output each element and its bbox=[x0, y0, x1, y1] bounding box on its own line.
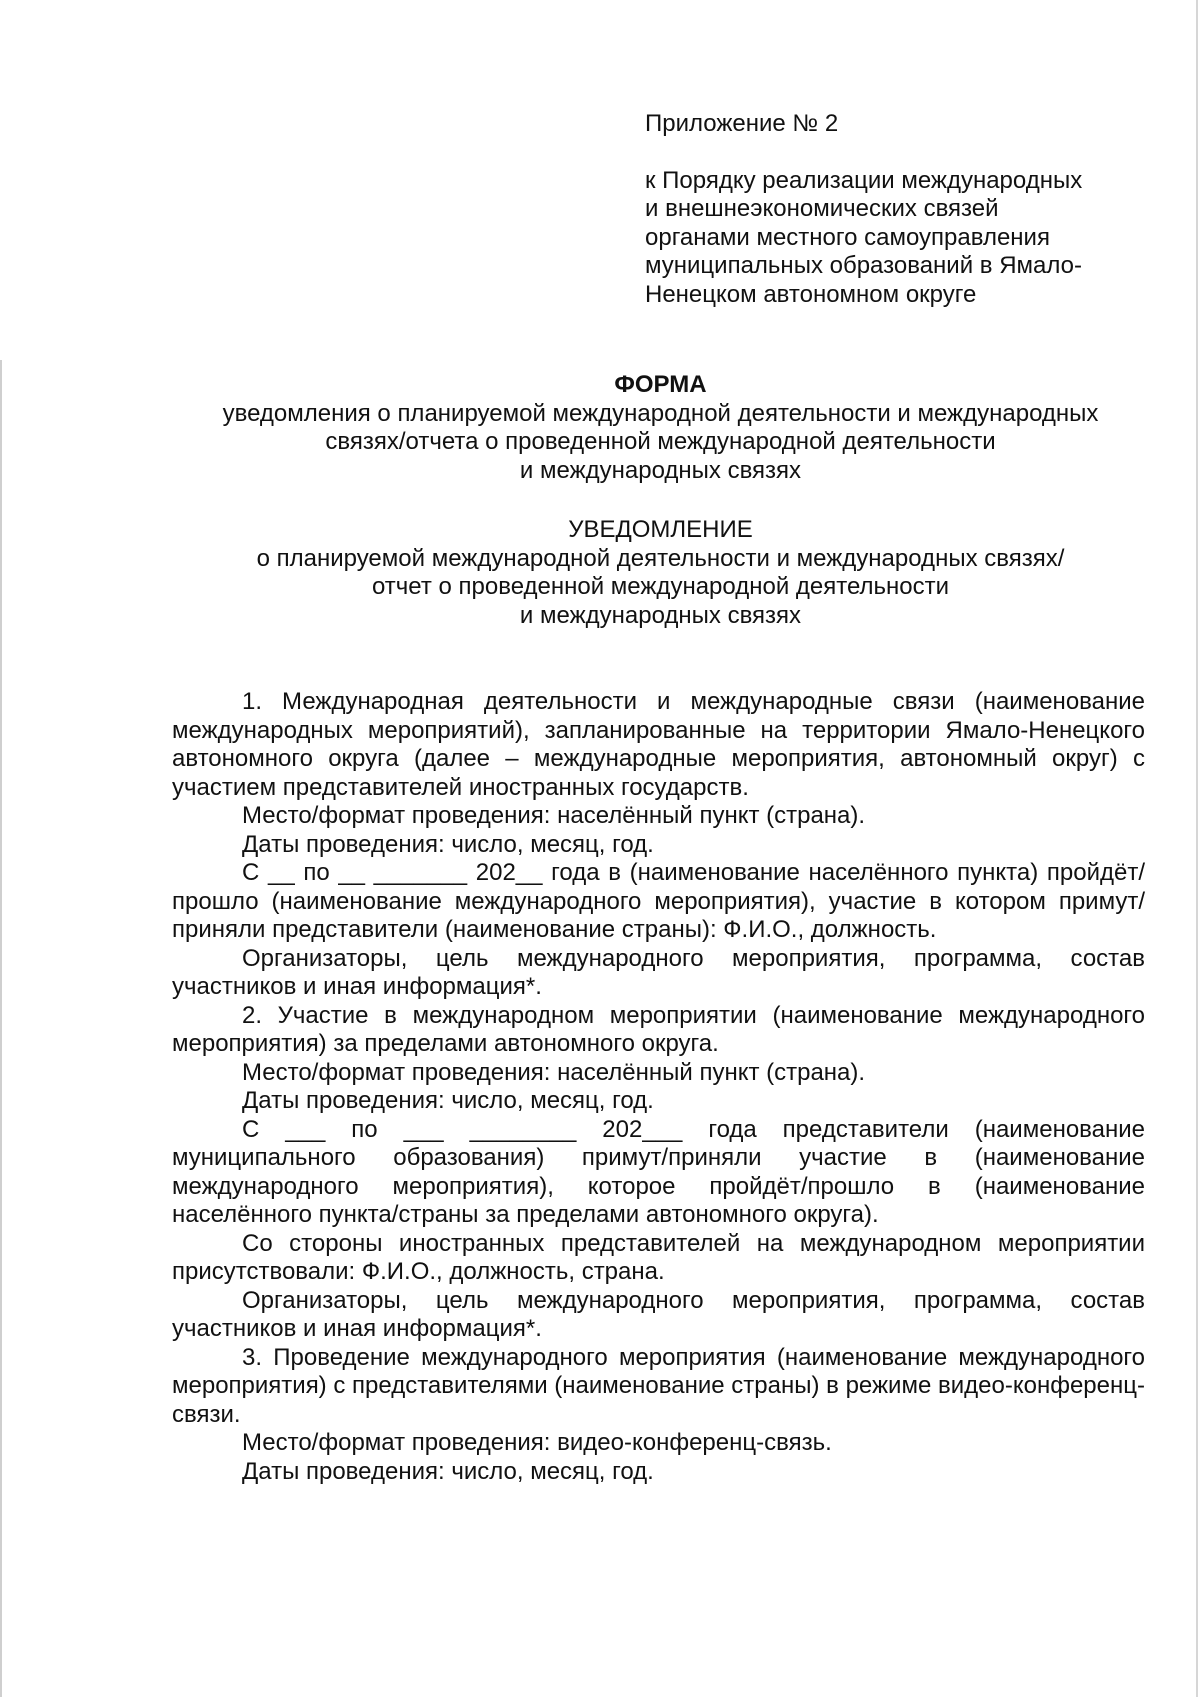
notice-subtitle-line: о планируемой международной деятельности и международных связях/ bbox=[256, 544, 1065, 572]
form-subtitle-line: и международных связях bbox=[519, 456, 802, 484]
appendix-line: и внешнеэкономических связей bbox=[645, 195, 999, 222]
paragraph: Организаторы, цель международного мероприятия, программа, состав участников и иная информация*. bbox=[172, 944, 1145, 1000]
paragraph: Место/формат проведения: населённый пункт (страна). bbox=[242, 1058, 866, 1086]
form-title: ФОРМА bbox=[614, 371, 707, 398]
page-edge-left bbox=[0, 360, 2, 1697]
appendix-line: Ненецком автономном округе bbox=[645, 280, 977, 308]
paragraph: Даты проведения: число, месяц, год. bbox=[242, 830, 654, 858]
notice-subtitle-line: отчет о проведенной международной деятельности bbox=[371, 573, 950, 600]
notice-subtitle-line: и международных связях bbox=[519, 601, 802, 629]
appendix-block bbox=[645, 110, 1145, 309]
paragraph: Даты проведения: число, месяц, год. bbox=[242, 1087, 654, 1114]
form-subtitle-line: связях/отчета о проведенной международной деятельности bbox=[325, 428, 996, 455]
paragraph: С __ по __ _______ 202__ года в (наименование населённого пункта) пройдёт/прошло (наименование международного мероприятия), участие в котором примут/приняли представители (наименование страны): Ф.И.О., должность. bbox=[172, 859, 1145, 943]
paragraph: 2. Участие в международном мероприятии (наименование международного мероприятия) за пределами автономного округа. bbox=[172, 1001, 1145, 1057]
form-heading bbox=[172, 371, 1149, 485]
appendix-number: Приложение № 2 bbox=[645, 110, 839, 137]
appendix-line: к Порядку реализации международных bbox=[645, 166, 1083, 194]
paragraph: Место/формат проведения: видео-конференц-связь. bbox=[242, 1429, 832, 1456]
notice-title: УВЕДОМЛЕНИЕ bbox=[568, 516, 753, 543]
paragraph: Даты проведения: число, месяц, год. bbox=[242, 1457, 654, 1485]
appendix-line: органами местного самоуправления bbox=[645, 223, 1050, 251]
paragraph: Место/формат проведения: населённый пункт (страна). bbox=[242, 802, 866, 829]
document-body bbox=[172, 688, 1145, 1486]
paragraph: Со стороны иностранных представителей на международном мероприятии присутствовали: Ф.И.О., должность, страна. bbox=[172, 1229, 1145, 1285]
page-edge-right bbox=[1196, 0, 1198, 1697]
paragraph: С ___ по ___ ________ 202___ года представители (наименование муниципального образования) примут/приняли участие в (наименование международного мероприятия), которое пройдёт/прошло в (наименование населённого пункта/страны за пределами автономного округа). bbox=[172, 1115, 1145, 1228]
form-subtitle-line: уведомления о планируемой международной деятельности и международных bbox=[222, 399, 1099, 427]
notice-heading bbox=[172, 516, 1149, 630]
appendix-line: муниципальных образований в Ямало- bbox=[645, 252, 1082, 279]
paragraph: 3. Проведение международного мероприятия (наименование международного мероприятия) с представителями (наименование страны) в режиме видео-конференц-связи. bbox=[172, 1343, 1145, 1428]
paragraph: 1. Международная деятельности и международные связи (наименование международных мероприятий), запланированные на территории Ямало-Ненецкого автономного округа (далее – международные мероприятия, автономный округ) с участием представителей иностранных государств. bbox=[172, 688, 1145, 801]
paragraph: Организаторы, цель международного мероприятия, программа, состав участников и иная информация*. bbox=[172, 1286, 1145, 1342]
